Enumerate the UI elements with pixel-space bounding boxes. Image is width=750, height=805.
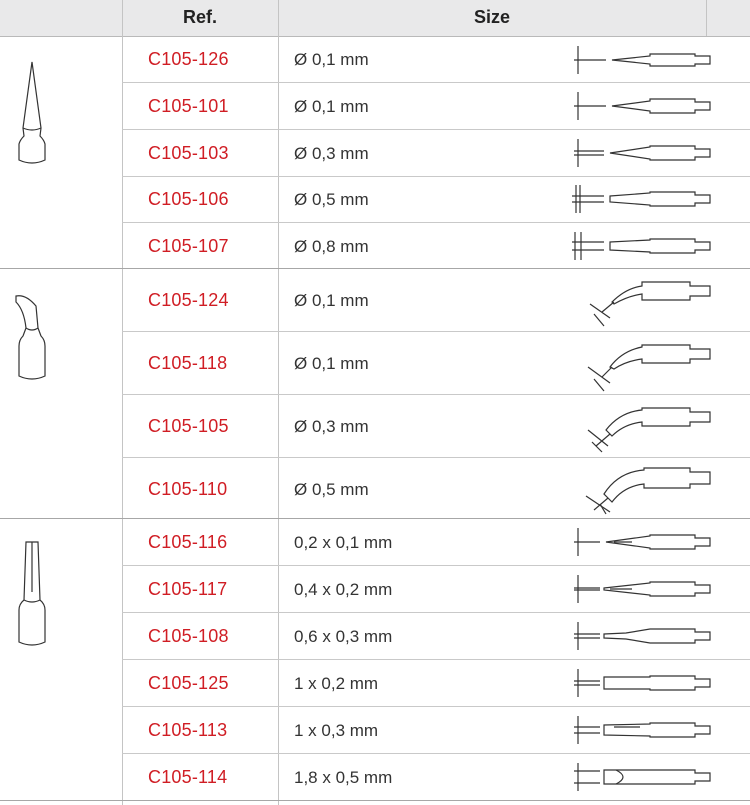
tip-size: Ø 0,1 mm bbox=[294, 291, 369, 310]
straight-tip-icon bbox=[570, 230, 720, 262]
tip-size: Ø 0,3 mm bbox=[294, 144, 369, 163]
tip-size: 1,8 x 0,5 mm bbox=[294, 768, 393, 787]
chisel-tip-icon bbox=[570, 526, 720, 558]
straight-tip-icon bbox=[570, 44, 720, 76]
reference-code: C105-124 bbox=[148, 290, 229, 310]
reference-code: C105-107 bbox=[148, 236, 229, 256]
tip-size: Ø 0,5 mm bbox=[294, 190, 369, 209]
straight-tip-icon bbox=[570, 183, 720, 215]
tip-size: Ø 0,1 mm bbox=[294, 97, 369, 116]
reference-code: C105-108 bbox=[148, 626, 229, 646]
bent-tip-icon bbox=[14, 288, 54, 388]
tip-size: Ø 0,1 mm bbox=[294, 50, 369, 69]
reference-code: C105-113 bbox=[148, 720, 228, 740]
bent-tip-icon bbox=[580, 462, 720, 518]
table-header bbox=[0, 0, 750, 37]
tip-size: 0,2 x 0,1 mm bbox=[294, 533, 393, 552]
straight-tip-icon bbox=[570, 90, 720, 122]
reference-code: C105-117 bbox=[148, 579, 228, 599]
tip-size: 1 x 0,3 mm bbox=[294, 721, 379, 740]
chisel-tip-icon bbox=[570, 667, 720, 699]
reference-code: C105-103 bbox=[148, 143, 229, 163]
bent-tip-icon bbox=[580, 337, 720, 393]
tip-size: Ø 0,8 mm bbox=[294, 237, 369, 256]
reference-code: C105-116 bbox=[148, 532, 228, 552]
tip-size: 1 x 0,2 mm bbox=[294, 674, 379, 693]
tip-size: Ø 0,3 mm bbox=[294, 417, 369, 436]
reference-code: C105-106 bbox=[148, 189, 229, 209]
conical-tip-icon bbox=[14, 60, 54, 170]
chisel-tip-icon bbox=[570, 761, 720, 793]
reference-code: C105-118 bbox=[148, 353, 228, 373]
straight-tip-icon bbox=[570, 137, 720, 169]
tip-size: Ø 0,1 mm bbox=[294, 354, 369, 373]
reference-code: C105-126 bbox=[148, 49, 229, 69]
bent-tip-icon bbox=[580, 400, 720, 456]
bent-tip-icon bbox=[580, 274, 720, 330]
tip-size: 0,4 x 0,2 mm bbox=[294, 580, 393, 599]
reference-code: C105-105 bbox=[148, 416, 229, 436]
reference-code: C105-125 bbox=[148, 673, 229, 693]
bottom-border bbox=[0, 800, 750, 801]
size-column-header: Size bbox=[473, 7, 511, 27]
chisel-tip-icon bbox=[570, 620, 720, 652]
column-divider bbox=[706, 0, 707, 36]
reference-code: C105-110 bbox=[148, 479, 228, 499]
reference-code: C105-101 bbox=[148, 96, 229, 116]
chisel-tip-icon bbox=[14, 538, 54, 648]
tip-size: 0,6 x 0,3 mm bbox=[294, 627, 393, 646]
ref-column-header: Ref. bbox=[182, 7, 217, 27]
tip-size: Ø 0,5 mm bbox=[294, 480, 369, 499]
reference-code: C105-114 bbox=[148, 767, 228, 787]
chisel-tip-icon bbox=[570, 573, 720, 605]
chisel-tip-icon bbox=[570, 714, 720, 746]
